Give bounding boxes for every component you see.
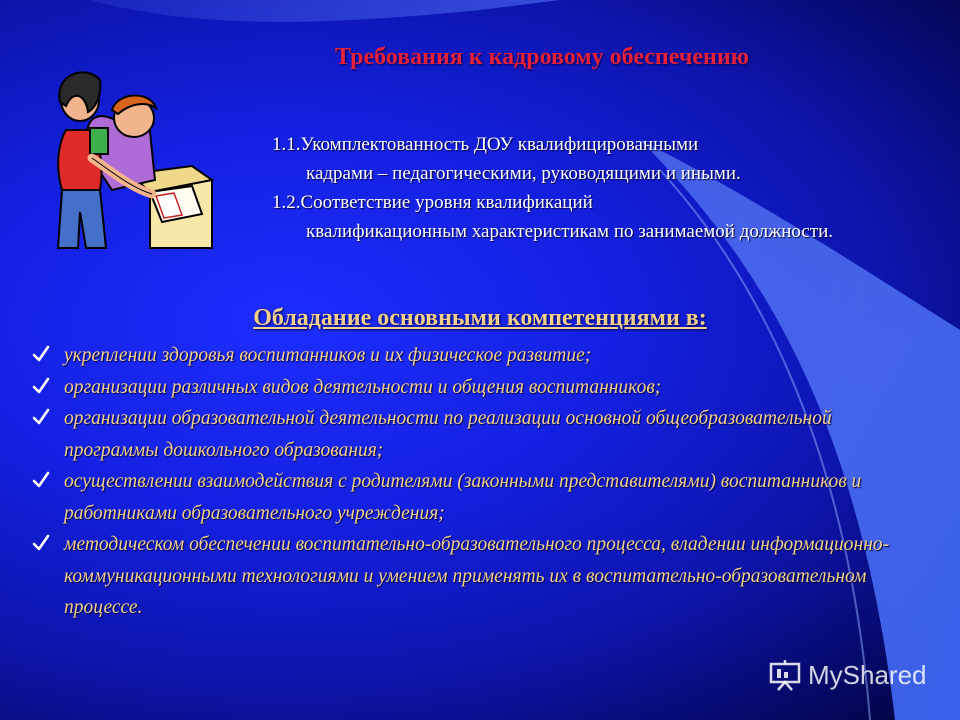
checkmark-icon (32, 377, 50, 395)
requirement-1-continuation: кадрами – педагогическими, руководящими и иными. (306, 163, 741, 184)
list-item (32, 340, 912, 372)
requirement-2-first-line: 1.2.Соответствие уровня квалификаций (272, 192, 593, 213)
list-item (32, 372, 912, 404)
list-item (32, 466, 912, 529)
list-item (32, 403, 912, 466)
teacher-and-student-clipart (52, 62, 217, 252)
requirement-1-first-line: 1.1.Укомплектованность ДОУ квалифицированными (272, 134, 699, 155)
checkmark-icon (32, 534, 50, 552)
competency-text: осуществлении взаимодействия с родителями (законными представителями) воспитанников и работниками образовательного учреждения; (64, 471, 862, 524)
staffing-requirements (272, 130, 932, 246)
competencies-heading: Обладание основными компетенциями в: (253, 305, 707, 331)
checkmark-icon (32, 471, 50, 489)
requirement-2-continuation: квалификационным характеристикам по занимаемой должности. (306, 221, 834, 242)
competency-text: организации образовательной деятельности по реализации основной общеобразовательной программы дошкольного образования; (64, 408, 832, 461)
top-swoosh (90, 0, 560, 22)
list-item (32, 529, 912, 624)
requirement-1 (272, 130, 932, 188)
competencies-list (32, 340, 912, 624)
checkmark-icon (32, 345, 50, 363)
checkmark-icon (32, 408, 50, 426)
watermark (768, 657, 927, 693)
slide-title: Требования к кадровому обеспечению (335, 44, 749, 70)
requirement-2 (272, 188, 932, 246)
watermark-text: MyShared (808, 659, 927, 690)
presentation-board-icon (768, 658, 802, 692)
competency-text: организации различных видов деятельности и общения воспитанников; (64, 376, 662, 398)
competency-text: укреплении здоровья воспитанников и их физическое развитие; (64, 345, 592, 366)
competency-text: методическом обеспечении воспитательно-образовательного процесса, владении информационно-коммуникационными технологиями и умением применять их в воспитательно-образовательном процессе. (64, 534, 890, 618)
